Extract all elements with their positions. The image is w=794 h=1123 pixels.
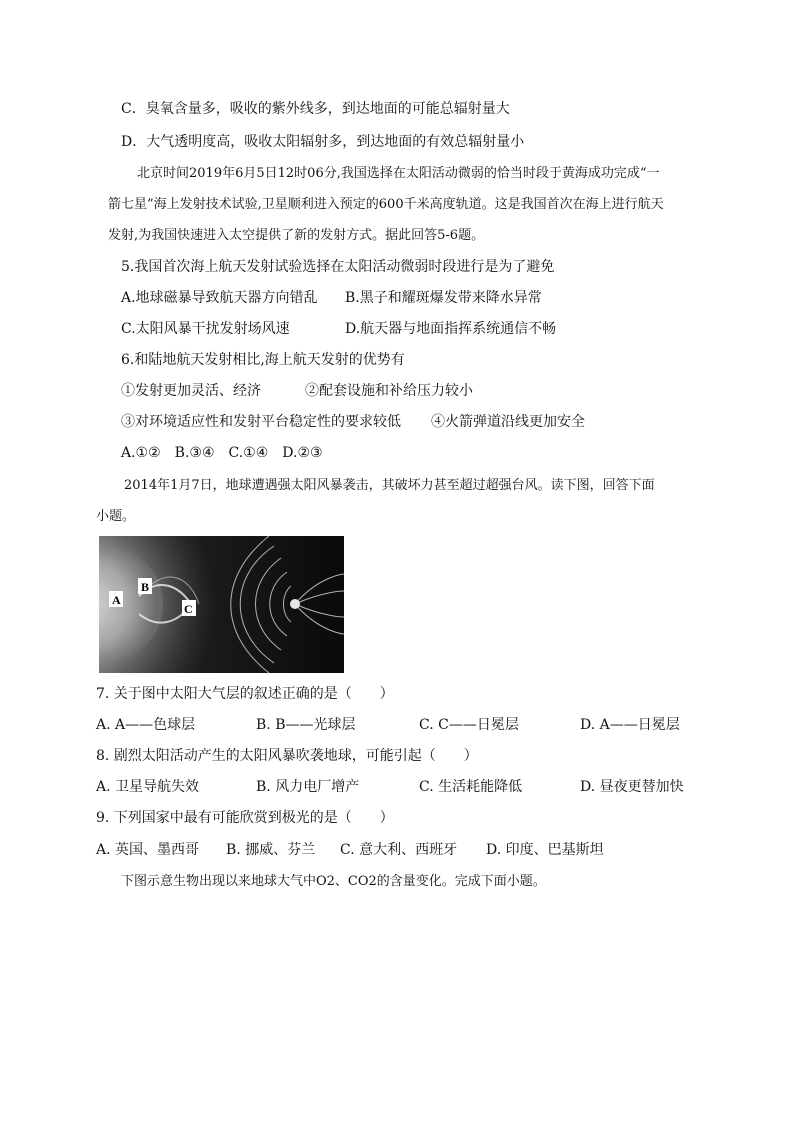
- q7-option-c: C. C——日冕层: [419, 717, 519, 733]
- q5-option-d: D.航天器与地面指挥系统通信不畅: [345, 321, 557, 337]
- passage-1-line-1: 北京时间2019年6月5日12时06分,我国选择在太阳活动微弱的恰当时段于黄海成功完成“一: [137, 166, 660, 181]
- q9-option-c: C. 意大利、西班牙: [340, 842, 458, 858]
- q6-statement-4: ④火箭弹道沿线更加安全: [431, 414, 585, 430]
- q7-option-b: B. B——光球层: [256, 717, 356, 733]
- question-9: 9. 下列国家中最有可能欣赏到极光的是（ ）: [96, 810, 394, 826]
- passage-1-line-3: 发射,为我国快速进入太空提供了新的发射方式。据此回答5-6题。: [108, 228, 485, 243]
- label-c: C: [184, 602, 193, 616]
- q5-option-c: C.太阳风暴干扰发射场风速: [121, 321, 290, 337]
- question-6: 6.和陆地航天发射相比,海上航天发射的优势有: [121, 352, 405, 368]
- passage-1-line-2: 箭七星”海上发射技术试验,卫星顺利进入预定的600千米高度轨道。这是我国首次在海上进行航天: [108, 197, 664, 212]
- q6-statement-2: ②配套设施和补给压力较小: [305, 383, 473, 399]
- q8-option-b: B. 风力电厂增产: [256, 779, 360, 795]
- passage-2-line-2: 小题。: [96, 509, 136, 524]
- earth: [290, 599, 300, 609]
- passage-2-line-1: 2014年1月7日，地球遭遇强太阳风暴袭击，其破坏力甚至超过超强台风。读下图，回答下面: [124, 478, 655, 493]
- option-c-line: C．臭氧含量多，吸收的紫外线多，到达地面的可能总辐射量大: [121, 101, 510, 117]
- label-b: B: [141, 580, 150, 594]
- q8-option-a: A. 卫星导航失效: [96, 779, 200, 795]
- q8-option-d: D. 昼夜更替加快: [580, 779, 684, 795]
- q9-option-b: B. 挪威、芬兰: [226, 842, 316, 858]
- q5-option-a: A.地球磁暴导致航天器方向错乱: [121, 290, 318, 306]
- question-8: 8. 剧烈太阳活动产生的太阳风暴吹袭地球，可能引起（ ）: [96, 748, 478, 764]
- question-6-options: A.①② B.③④ C.①④ D.②③: [121, 445, 323, 461]
- question-7: 7. 关于图中太阳大气层的叙述正确的是（ ）: [96, 686, 394, 702]
- q6-statement-1: ①发射更加灵活、经济: [121, 383, 261, 399]
- q9-option-a: A. 英国、墨西哥: [96, 842, 200, 858]
- label-a: A: [112, 593, 121, 607]
- q9-option-d: D. 印度、巴基斯坦: [486, 842, 604, 858]
- option-d-line: D．大气透明度高，吸收太阳辐射多，到达地面的有效总辐射量小: [121, 134, 525, 150]
- q7-option-d: D. A——日冕层: [580, 717, 680, 733]
- q6-statement-3: ③对环境适应性和发射平台稳定性的要求较低: [121, 414, 401, 430]
- q5-option-b: B.黑子和耀斑爆发带来降水异常: [345, 290, 542, 306]
- passage-3: 下图示意生物出现以来地球大气中O2、CO2的含量变化。完成下面小题。: [121, 874, 546, 889]
- q8-option-c: C. 生活耗能降低: [419, 779, 523, 795]
- solar-wind-figure: [99, 536, 344, 673]
- q7-option-a: A. A——色球层: [96, 717, 196, 733]
- question-5: 5.我国首次海上航天发射试验选择在太阳活动微弱时段进行是为了避免: [121, 259, 555, 275]
- solar-wind-illustration: [99, 536, 344, 673]
